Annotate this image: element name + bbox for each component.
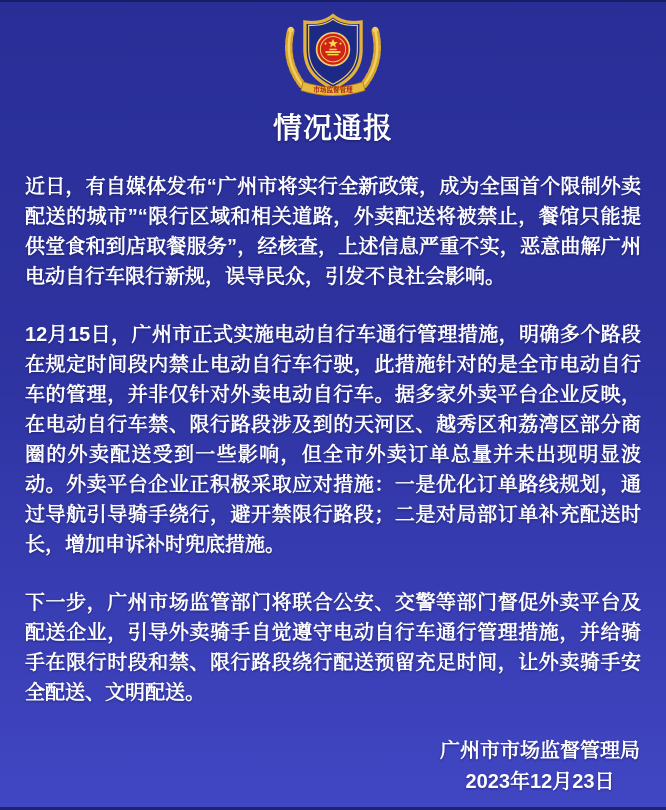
notice-title: 情况通报 [272,113,393,145]
market-supervision-emblem-icon [274,8,392,96]
signature-inner [440,736,640,798]
notice-body [25,172,641,708]
top-edge-divider [0,0,666,2]
banner-text: 市场监督管理 [313,86,353,94]
notice-paragraph-1: 近日，有自媒体发布“广州市将实行全新政策，成为全国首个限制外卖配送的城市”“限行区域和相关道路，外卖配送将被禁止，餐馆只能提供堂食和到店取餐服务”，经核查，上述信息严重不实，恶意曲解广州电动自行车限行新规，误导民众，引发不良社会影响。 [25,176,641,288]
national-emblem-icon [317,33,350,66]
notice-paragraph-2: 12月15日，广州市正式实施电动自行车通行管理措施，明确多个路段在规定时间段内禁止电动自行车行驶，此措施针对的是全市电动自行车的管理，并非仅针对外卖电动自行车。据多家外卖平台企业反映，在电动自行车禁、限行路段涉及到的天河区、越秀区和荔湾区部分商圈的外卖配送受到一些影响，但全市外卖订单总量并未出现明显波动。外卖平台企业正积极采取应对措施：一是优化订单路线规划，通过导航引导骑手绕行，避开禁限行路段；二是对局部订单补充配送时长，增加申诉补时兜底措施。 [25,324,641,556]
signature-block [0,736,640,798]
notice-paragraph-3: 下一步，广州市场监管部门将联合公安、交警等部门督促外卖平台及配送企业，引导外卖骑手自觉遵守电动自行车通行管理措施，并给骑手在限行时段和禁、限行路段绕行配送预留充足时间，让外卖骑手安全配送、文明配送。 [25,592,641,704]
signature-organization: 广州市市场监督管理局 [440,740,640,762]
signature-date: 2023年12月23日 [465,771,615,793]
